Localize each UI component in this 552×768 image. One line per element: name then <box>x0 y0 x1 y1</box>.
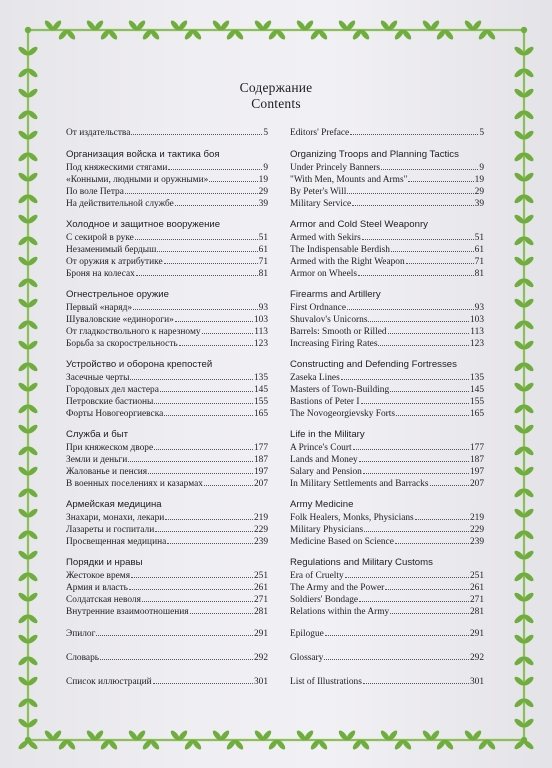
toc-entry-label: Barrels: Smooth or Rilled <box>290 327 387 337</box>
toc-entry[interactable] <box>290 314 484 326</box>
toc-section <box>66 557 268 618</box>
toc-entry-label: Medicine Based on Science <box>290 537 394 547</box>
toc-entry-label: By Peter's Will <box>290 187 347 197</box>
toc-page-number: 51 <box>474 233 484 243</box>
toc-entry[interactable] <box>290 570 484 582</box>
toc-page-number: 155 <box>253 397 268 407</box>
toc-page-number: 207 <box>253 479 268 489</box>
toc-entry[interactable] <box>66 442 268 454</box>
toc-section <box>290 499 484 548</box>
toc-entry[interactable] <box>66 268 268 280</box>
toc-section <box>290 429 484 490</box>
toc-leader-dots <box>390 613 469 614</box>
toc-page-number: 71 <box>258 257 268 267</box>
toc-section <box>66 628 268 640</box>
toc-page-number: 197 <box>253 467 268 477</box>
toc-page-number: 251 <box>253 571 268 581</box>
toc-entry-label: Epilogue <box>290 629 324 639</box>
toc-entry-label: Знахари, монахи, лекари <box>66 513 165 523</box>
toc-entry-label: Editors' Preface <box>290 128 350 138</box>
toc-entry[interactable] <box>290 652 484 664</box>
toc-entry[interactable] <box>290 326 484 338</box>
toc-page-number: 9 <box>263 163 268 173</box>
toc-page-number: 123 <box>253 339 268 349</box>
toc-page-number: 291 <box>469 629 484 639</box>
toc-entry-label: На действительной службе <box>66 199 174 209</box>
toc-leader-dots <box>353 449 469 450</box>
toc-page-number: 19 <box>474 175 484 185</box>
toc-entry-label: Броня на колесах <box>66 269 135 279</box>
toc-entry-label: При княжеском дворе <box>66 443 154 453</box>
toc-entry-label: От издательства <box>66 128 131 138</box>
toc-section <box>290 127 484 139</box>
toc-entry-label: List of Illustrations <box>290 677 362 687</box>
toc-page-number: 165 <box>253 409 268 419</box>
toc-leader-dots <box>128 461 253 462</box>
toc-entry-label: Zaseka Lines <box>290 373 340 383</box>
toc-leader-dots <box>154 449 253 450</box>
toc-page-number: 155 <box>469 397 484 407</box>
toc-entry[interactable] <box>290 384 484 396</box>
toc-leader-dots <box>395 543 469 544</box>
toc-leader-dots <box>204 485 253 486</box>
toc-section-title: Устройство и оборона крепостей <box>66 359 213 370</box>
toc-leader-dots <box>406 263 474 264</box>
toc-leader-dots <box>430 485 469 486</box>
toc-entry[interactable] <box>290 408 484 420</box>
toc-entry-label: Земли и деньги <box>66 455 128 465</box>
toc-page-number: 29 <box>258 187 268 197</box>
toc-entry[interactable] <box>290 512 484 524</box>
toc-page-number: 113 <box>470 327 484 337</box>
toc-entry-label: Список иллюстраций <box>66 677 152 687</box>
toc-section-title: Огнестрельное оружие <box>66 289 169 300</box>
toc-entry[interactable] <box>290 676 484 688</box>
toc-entry-label: First Ordnance <box>290 303 346 313</box>
toc-entry-label: The Indispensable Berdish <box>290 245 390 255</box>
toc-section-title: Army Medicine <box>290 499 354 510</box>
toc-entry[interactable] <box>290 396 484 408</box>
toc-entry[interactable] <box>66 478 268 490</box>
toc-page-number: 281 <box>253 607 268 617</box>
toc-entry-label: Masters of Town-Building <box>290 385 390 395</box>
toc-page-number: 9 <box>479 163 484 173</box>
toc-page-number: 39 <box>474 199 484 209</box>
toc-entry-label: Эпилог <box>66 629 96 639</box>
toc-page-number: 135 <box>469 373 484 383</box>
toc-page-number: 123 <box>469 339 484 349</box>
toc-entry-label: Борьба за скорострельность <box>66 339 178 349</box>
toc-entry-label: Петровские бастионы <box>66 397 154 407</box>
toc-leader-dots <box>385 589 469 590</box>
toc-entry[interactable] <box>290 162 484 174</box>
toc-entry-label: Relations within the Army <box>290 607 390 617</box>
toc-section <box>66 652 268 664</box>
toc-section <box>290 557 484 618</box>
toc-leader-dots <box>359 601 469 602</box>
toc-entry-label: Era of Cruelty <box>290 571 344 581</box>
toc-entry[interactable] <box>290 582 484 594</box>
toc-page-number: 29 <box>474 187 484 197</box>
toc-entry[interactable] <box>66 372 268 384</box>
toc-leader-dots <box>131 577 253 578</box>
toc-leader-dots <box>350 134 478 135</box>
toc-entry[interactable] <box>66 582 268 594</box>
toc-leader-dots <box>135 239 258 240</box>
toc-entry-label: Городовых дел мастера <box>66 385 159 395</box>
toc-section <box>290 149 484 210</box>
toc-section <box>66 359 268 420</box>
toc-entry[interactable] <box>66 384 268 396</box>
toc-leader-dots <box>164 263 258 264</box>
toc-leader-dots <box>415 519 469 520</box>
toc-entry[interactable] <box>290 186 484 198</box>
toc-entry-label: Increasing Firing Rates <box>290 339 378 349</box>
toc-entry[interactable] <box>66 314 268 326</box>
toc-entry-label: Soldiers' Bondage <box>290 595 359 605</box>
toc-entry[interactable] <box>290 174 484 186</box>
toc-entry[interactable] <box>290 268 484 280</box>
toc-page-number: 165 <box>469 409 484 419</box>
toc-section-title: Regulations and Military Customs <box>290 557 433 568</box>
toc-entry-label: Шуваловские «единороги» <box>66 315 174 325</box>
toc-leader-dots <box>96 635 253 636</box>
toc-page-number: 71 <box>474 257 484 267</box>
toc-section <box>66 429 268 490</box>
toc-entry[interactable] <box>66 338 268 350</box>
toc-entry-label: Shuvalov's Unicorns <box>290 315 368 325</box>
toc-entry-label: Форты Новогеоргиевска <box>66 409 164 419</box>
toc-leader-dots <box>391 251 474 252</box>
toc-entry[interactable] <box>66 198 268 210</box>
toc-entry-label: Lands and Money <box>290 455 358 465</box>
toc-entry-label: The Novogeorgievsky Forts <box>290 409 396 419</box>
toc-leader-dots <box>358 275 474 276</box>
toc-entry[interactable] <box>290 372 484 384</box>
toc-entry-label: Под княжескими стягами <box>66 163 168 173</box>
toc-entry-label: Лазареты и госпитали <box>66 525 155 535</box>
toc-page-number: 187 <box>469 455 484 465</box>
toc-entry[interactable] <box>290 302 484 314</box>
toc-entry-label: Armed with Sekirs <box>290 233 361 243</box>
toc-leader-dots <box>179 345 253 346</box>
toc-entry[interactable] <box>290 232 484 244</box>
toc-page-number: 135 <box>253 373 268 383</box>
toc-entry-label: Bastions of Peter I <box>290 397 360 407</box>
toc-section <box>66 149 268 210</box>
toc-entry[interactable] <box>66 652 268 664</box>
toc-page-number: 93 <box>474 303 484 313</box>
toc-leader-dots <box>153 683 253 684</box>
corner-knot-icon <box>521 737 527 743</box>
toc-section <box>66 676 268 688</box>
toc-entry[interactable] <box>66 594 268 606</box>
toc-column-russian <box>66 127 268 688</box>
toc-page-number: 103 <box>469 315 484 325</box>
toc-entry-label: The Army and the Power <box>290 583 385 593</box>
toc-page-number: 61 <box>258 245 268 255</box>
toc-leader-dots <box>341 379 469 380</box>
toc-section-title: Служба и быт <box>66 429 129 440</box>
toc-entry-label: Salary and Pension <box>290 467 362 477</box>
toc-leader-dots <box>136 275 258 276</box>
toc-entry[interactable] <box>290 338 484 350</box>
toc-leader-dots <box>361 403 469 404</box>
toc-leader-dots <box>378 345 468 346</box>
toc-entry[interactable] <box>66 162 268 174</box>
toc-entry[interactable] <box>290 442 484 454</box>
toc-entry-label: От гладкоствольного к нарезному <box>66 327 201 337</box>
toc-page-number: 103 <box>253 315 268 325</box>
toc-leader-dots <box>155 531 253 532</box>
toc-page-number: 292 <box>469 653 484 663</box>
toc-entry-label: По воле Петра <box>66 187 124 197</box>
toc-entry[interactable] <box>290 536 484 548</box>
toc-leader-dots <box>131 134 262 135</box>
toc-section-title: Firearms and Artillery <box>290 289 381 300</box>
toc-leader-dots <box>202 333 254 334</box>
corner-knot-icon <box>521 27 527 33</box>
toc-page-number: 281 <box>469 607 484 617</box>
toc-leader-dots <box>133 309 258 310</box>
toc-entry-label: In Military Settlements and Barracks <box>290 479 429 489</box>
toc-section <box>290 676 484 688</box>
toc-entry[interactable] <box>290 466 484 478</box>
toc-section-title: Армейская медицина <box>66 499 162 510</box>
toc-entry-label: Засечные черты <box>66 373 130 383</box>
toc-section <box>66 219 268 280</box>
toc-page-number: 301 <box>469 677 484 687</box>
toc-page-number: 5 <box>479 128 484 138</box>
toc-entry-label: «Конными, людными и оружными» <box>66 175 209 185</box>
toc-page-number: 271 <box>469 595 484 605</box>
toc-entry[interactable] <box>66 536 268 548</box>
toc-entry[interactable] <box>66 512 268 524</box>
toc-entry-label: Внутренние взаимоотношения <box>66 607 189 617</box>
toc-page-number: 219 <box>469 513 484 523</box>
toc-leader-dots <box>363 683 469 684</box>
toc-leader-dots <box>345 577 469 578</box>
toc-leader-dots <box>175 321 253 322</box>
toc-entry[interactable] <box>66 454 268 466</box>
toc-entry-label: Armed with the Right Weapon <box>290 257 405 267</box>
toc-entry-label: Первый «наряд» <box>66 303 133 313</box>
toc-entry[interactable] <box>66 570 268 582</box>
toc-section <box>66 127 268 139</box>
toc-entry[interactable] <box>66 524 268 536</box>
toc-page-number: 301 <box>253 677 268 687</box>
toc-entry[interactable] <box>66 232 268 244</box>
toc-page-number: 81 <box>258 269 268 279</box>
toc-leader-dots <box>157 251 257 252</box>
toc-page-number: 207 <box>469 479 484 489</box>
toc-page-number: 61 <box>474 245 484 255</box>
toc-entry-label: Солдатская неволя <box>66 595 141 605</box>
toc-page-number: 81 <box>474 269 484 279</box>
toc-leader-dots <box>129 589 253 590</box>
toc-section <box>66 289 268 350</box>
toc-section-title: Life in the Military <box>290 429 365 440</box>
toc-page-number: 229 <box>469 525 484 535</box>
toc-entry[interactable] <box>66 186 268 198</box>
toc-section-title: Порядки и нравы <box>66 557 143 568</box>
toc-page-number: 187 <box>253 455 268 465</box>
toc-entry[interactable] <box>290 454 484 466</box>
toc-leader-dots <box>168 169 262 170</box>
toc-entry-label: В военных поселениях и казармах <box>66 479 203 489</box>
toc-leader-dots <box>359 461 469 462</box>
toc-leader-dots <box>160 391 253 392</box>
toc-leader-dots <box>388 333 470 334</box>
toc-section <box>66 499 268 548</box>
toc-column-english <box>290 127 484 688</box>
toc-leader-dots <box>142 601 253 602</box>
toc-entry[interactable] <box>66 606 268 618</box>
toc-page-number: 39 <box>258 199 268 209</box>
toc-page-number: 271 <box>253 595 268 605</box>
toc-leader-dots <box>324 659 469 660</box>
toc-section-title: Constructing and Defending Fortresses <box>290 359 457 370</box>
toc-section <box>290 289 484 350</box>
toc-leader-dots <box>130 379 253 380</box>
toc-entry-label: Folk Healers, Monks, Physicians <box>290 513 414 523</box>
toc-entry[interactable] <box>66 302 268 314</box>
toc-leader-dots <box>381 169 478 170</box>
toc-page-number: 177 <box>253 443 268 453</box>
toc-entry-label: Просвещенная медицина <box>66 537 167 547</box>
toc-leader-dots <box>125 193 258 194</box>
toc-entry[interactable] <box>290 244 484 256</box>
corner-knot-icon <box>25 737 31 743</box>
toc-leader-dots <box>390 391 469 392</box>
toc-page-number: 219 <box>253 513 268 523</box>
toc-leader-dots <box>164 415 253 416</box>
toc-entry[interactable] <box>290 524 484 536</box>
toc-page-number: 292 <box>253 653 268 663</box>
toc-leader-dots <box>165 519 253 520</box>
toc-leader-dots <box>396 415 469 416</box>
corner-knot-icon <box>25 27 31 33</box>
toc-entry[interactable] <box>290 256 484 268</box>
toc-page-number: 145 <box>469 385 484 395</box>
toc-entry[interactable] <box>66 408 268 420</box>
toc-entry[interactable] <box>66 466 268 478</box>
toc-leader-dots <box>368 321 468 322</box>
toc-page-number: 177 <box>469 443 484 453</box>
toc-entry[interactable] <box>290 478 484 490</box>
toc-page-number: 291 <box>253 629 268 639</box>
toc-page-number: 145 <box>253 385 268 395</box>
toc-page-number: 261 <box>469 583 484 593</box>
toc-entry[interactable] <box>66 127 268 139</box>
toc-entry-label: A Prince's Court <box>290 443 352 453</box>
toc-section-title: Armor and Cold Steel Weaponry <box>290 219 428 230</box>
toc-entry-label: Under Princely Banners <box>290 163 381 173</box>
toc-leader-dots <box>148 473 253 474</box>
toc-leader-dots <box>154 403 253 404</box>
toc-entry[interactable] <box>290 594 484 606</box>
toc-entry-label: Жестокое время <box>66 571 131 581</box>
toc-entry-label: От оружия к атрибутике <box>66 257 163 267</box>
toc-leader-dots <box>347 309 474 310</box>
toc-entry-label: Словарь <box>66 653 100 663</box>
toc-entry-label: Армия и власть <box>66 583 128 593</box>
toc-entry-label: Armor on Wheels <box>290 269 357 279</box>
toc-section <box>290 652 484 664</box>
toc-entry-label: С секирой в руке <box>66 233 134 243</box>
toc-entry-label: Military Physicians <box>290 525 364 535</box>
contents-heading-en: Contents <box>251 96 301 111</box>
toc-entry[interactable] <box>290 606 484 618</box>
toc-page-number: 251 <box>469 571 484 581</box>
toc-entry[interactable] <box>66 676 268 688</box>
toc-entry[interactable] <box>66 628 268 640</box>
toc-leader-dots <box>325 635 469 636</box>
toc-leader-dots <box>209 181 257 182</box>
toc-section-title: Холодное и защитное вооружение <box>66 219 221 230</box>
toc-entry[interactable] <box>290 198 484 210</box>
toc-section <box>290 359 484 420</box>
toc-section <box>290 628 484 640</box>
toc-page-number: 51 <box>258 233 268 243</box>
toc-section-title: Organizing Troops and Planning Tactics <box>290 149 459 160</box>
toc-leader-dots <box>347 193 473 194</box>
toc-leader-dots <box>363 473 469 474</box>
toc-leader-dots <box>190 613 253 614</box>
toc-entry-label: Жалованье и пенсия <box>66 467 148 477</box>
toc-page-number: 261 <box>253 583 268 593</box>
toc-page-number: 19 <box>258 175 268 185</box>
toc-page-number: 229 <box>253 525 268 535</box>
toc-entry-label: Military Service <box>290 199 352 209</box>
toc-page-number: 93 <box>258 303 268 313</box>
toc-entry[interactable] <box>290 628 484 640</box>
toc-page-number: 113 <box>254 327 268 337</box>
toc-page-number: 239 <box>253 537 268 547</box>
toc-page-number: 239 <box>469 537 484 547</box>
toc-leader-dots <box>167 543 253 544</box>
toc-entry[interactable] <box>66 244 268 256</box>
toc-page-number: 5 <box>263 128 268 138</box>
toc-leader-dots <box>352 205 473 206</box>
toc-section-title: Организация войска и тактика боя <box>66 149 220 160</box>
toc-leader-dots <box>408 181 473 182</box>
contents-heading-ru: Содержание <box>239 80 313 95</box>
toc-leader-dots <box>362 239 474 240</box>
toc-section <box>290 219 484 280</box>
toc-entry-label: "With Men, Mounts and Arms" <box>290 175 408 185</box>
toc-leader-dots <box>175 205 258 206</box>
toc-entry-label: Glossary <box>290 653 324 663</box>
toc-page-number: 197 <box>469 467 484 477</box>
toc-entry[interactable] <box>66 256 268 268</box>
toc-entry[interactable] <box>290 127 484 139</box>
toc-entry[interactable] <box>66 174 268 186</box>
toc-leader-dots <box>100 659 253 660</box>
toc-entry[interactable] <box>66 396 268 408</box>
toc-leader-dots <box>364 531 469 532</box>
toc-entry-label: Незаменимый бердыш <box>66 245 157 255</box>
toc-entry[interactable] <box>66 326 268 338</box>
